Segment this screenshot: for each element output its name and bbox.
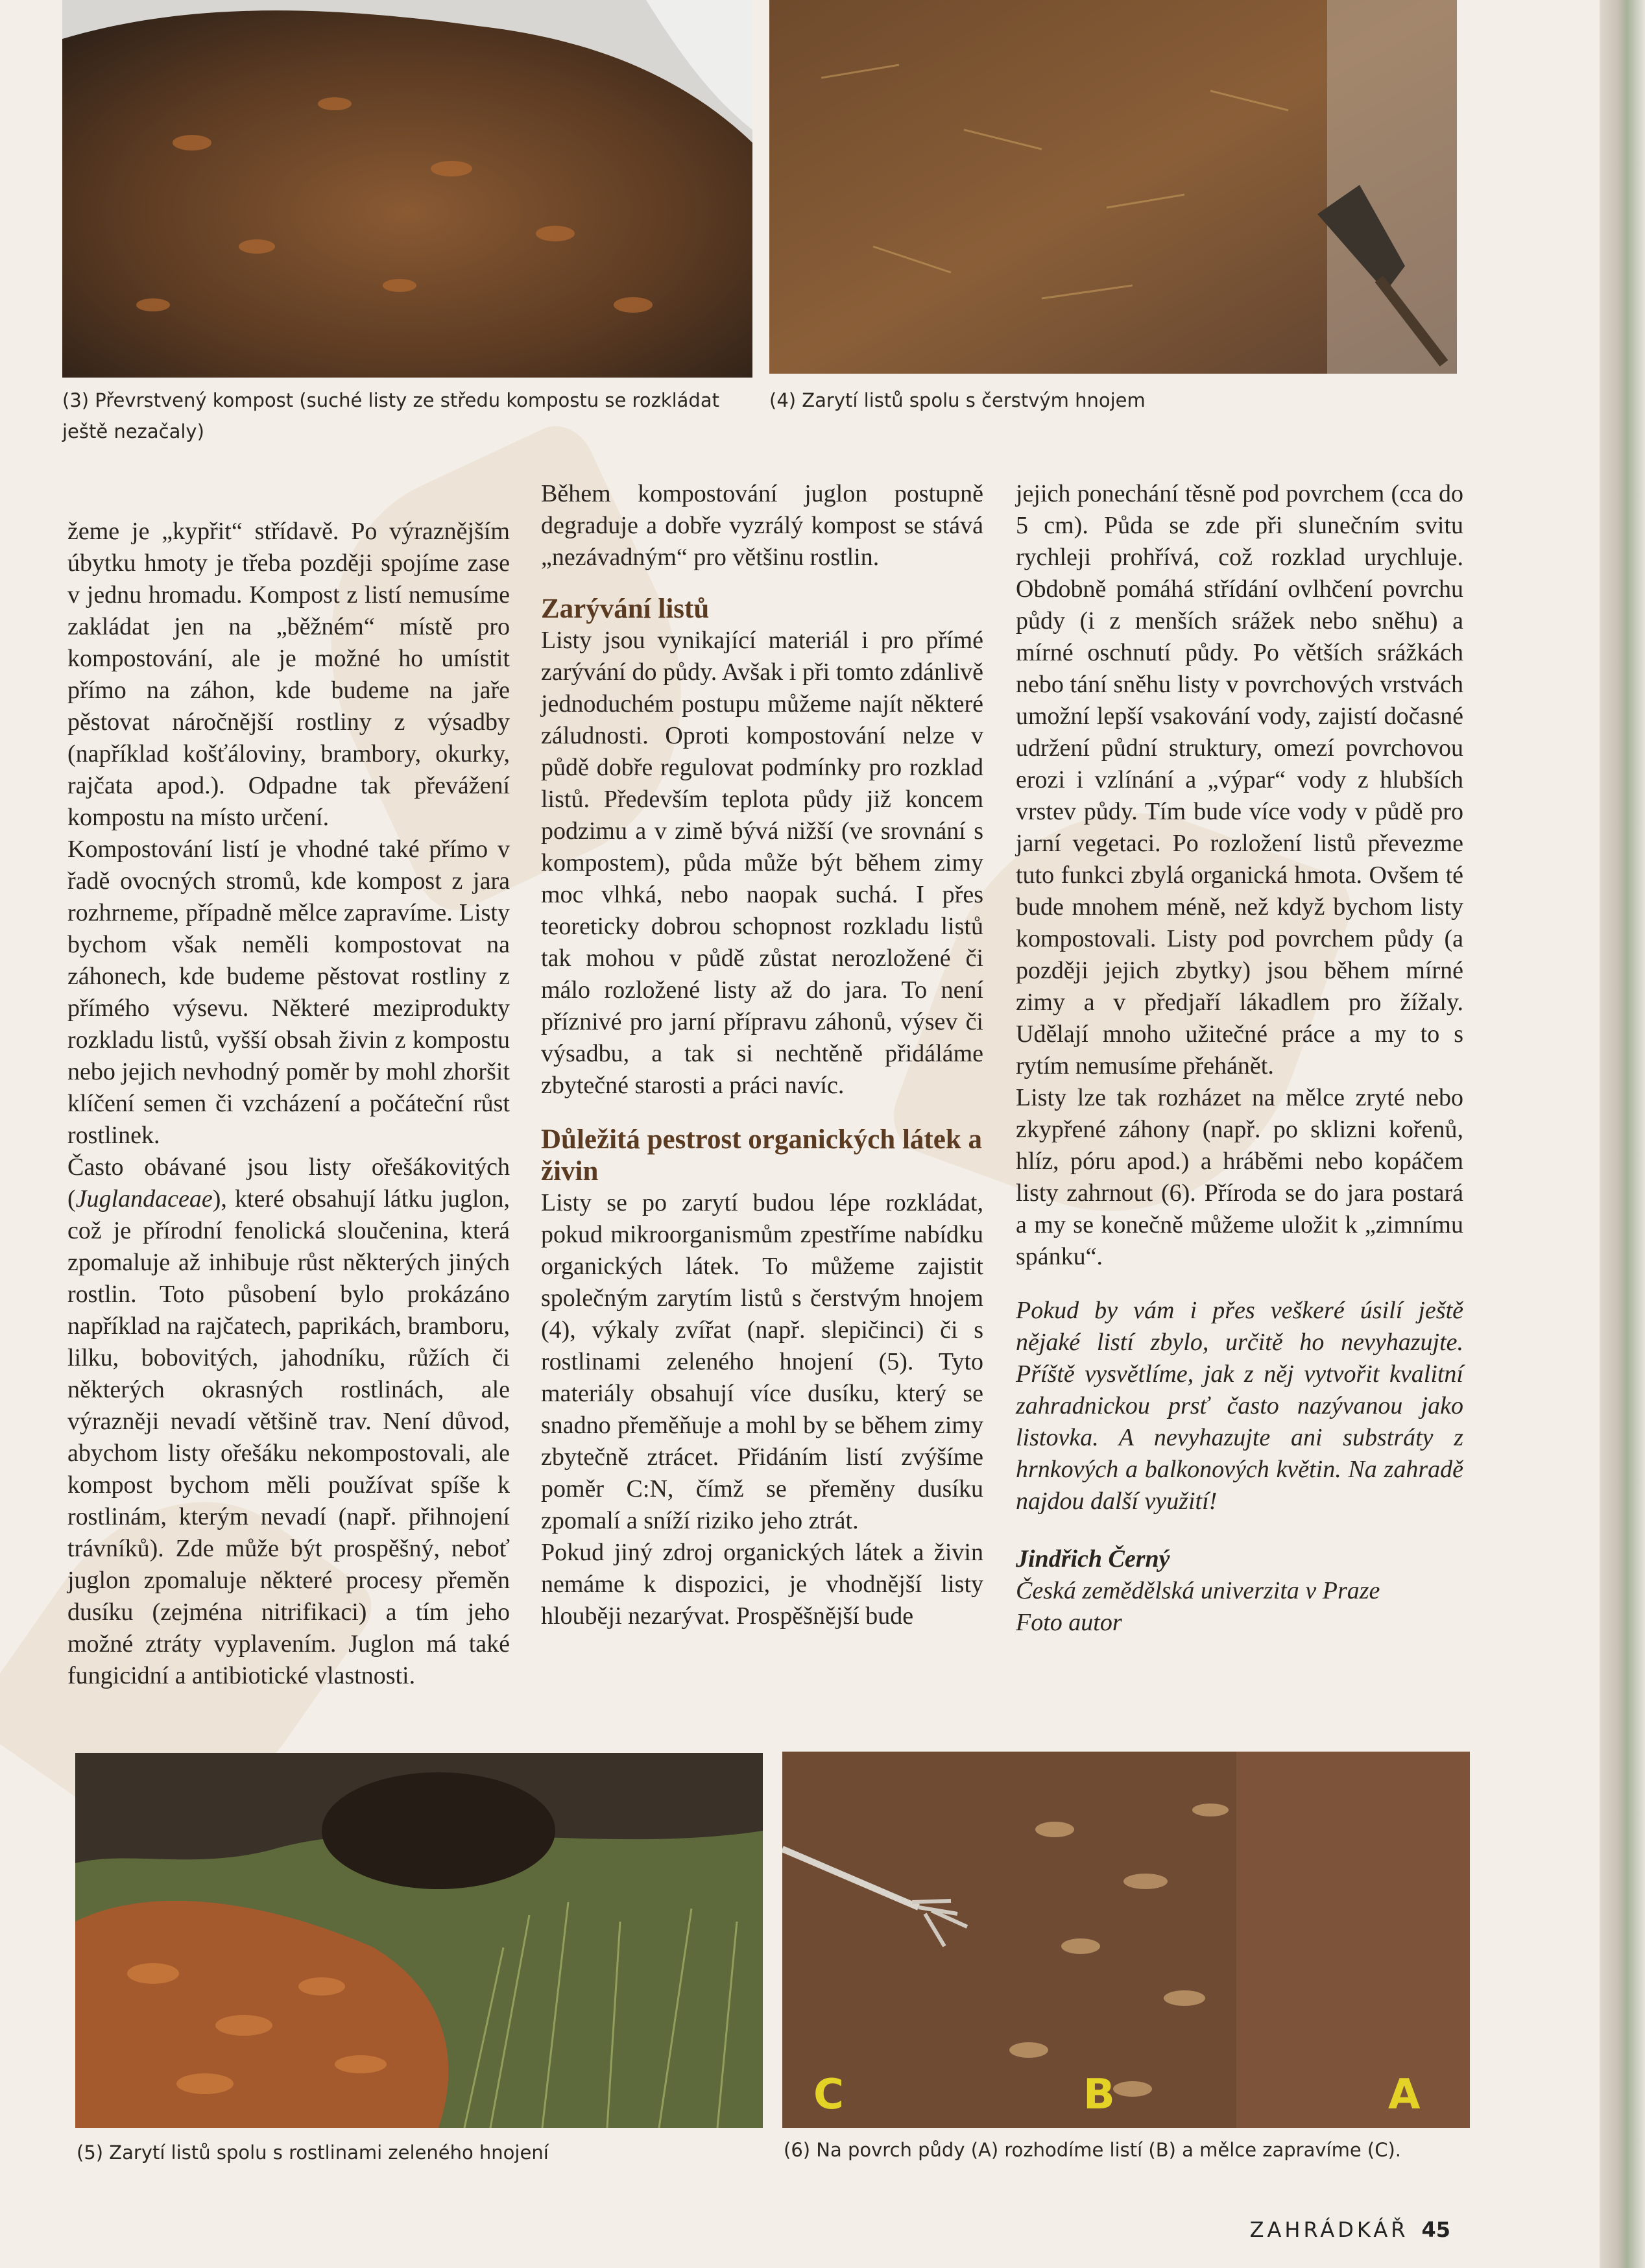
paragraph: Pokud jiný zdroj organických látek a živin nemáme k dispozici, je vhodnější listy hlouběji nezarývat. Prospěšnější bude <box>541 1539 983 1630</box>
photo-compost-layered <box>62 0 752 378</box>
step-label-b: B <box>1083 2071 1115 2119</box>
page-edge <box>1600 0 1645 2268</box>
magazine-name: ZAHRÁDKÁŘ <box>1249 2217 1409 2242</box>
section-heading: Zarývání listů <box>541 594 710 624</box>
author-name: Jindřich Černý <box>1016 1545 1170 1573</box>
paragraph-text: ), které obsahují látku juglon, což je přírodní fenolická sloučenina, která zpomaluje až inhibuje růst některých jiných rostlin. Toto působení bylo prokázáno například na rajčatech, paprikách, bramboru, lilku, bobovitých, jahodníku, růžích či některých okrasných rostlinách, ale výrazněji nevadí většině trav. Není důvod, abychom listy ořešáku nekompostovali, ale kompost bychom měli používat spíše k rostlinám, kterým nevadí (např. přihnojení trávníků). Zde může být prospěšný, neboť juglon zpomaluje některé procesy přeměn dusíku (zejména nitrifikaci) a tím jeho možné ztráty vyplavením. Juglon má také fungicidní a antibiotické vlastnosti. <box>67 1185 510 1689</box>
paragraph: Během kompostování juglon postupně degraduje a dobře vyzrálý kompost se stává „nezávadným“ pro většinu rostlin. <box>541 480 983 571</box>
photo-caption-4: (4) Zarytí listů spolu s čerstvým hnojem <box>769 389 1146 411</box>
author-affiliation: Česká zemědělská univerzita v Praze <box>1016 1577 1380 1604</box>
section-heading: Důležitá pestrost organických látek a živin <box>541 1124 982 1187</box>
page-footer <box>1250 2217 1450 2242</box>
photo-leaves-green-manure <box>75 1753 763 2128</box>
closing-note: Pokud by vám i přes veškeré úsilí ještě nějaké listí zbylo, určitě ho nevyhazujte. Příště vysvětlíme, jak z něj vytvořit kvalitní zahradnickou prsť často nazývanou jako listovka. A nevyhazujte ani substráty z hrnkových a balkonových květin. Na zahradě najdou další využití! <box>1016 1297 1463 1515</box>
latin-name: Juglandaceae <box>75 1185 213 1212</box>
photo-soil-steps <box>782 1752 1470 2128</box>
paragraph: jejich ponechání těsně pod povrchem (cca do 5 cm). Půda se zde při slunečním svitu rychleji prohřívá, což rozklad urychluje. Obdobně pomáhá střídání ovlhčení povrchu půdy (i z menších srážek nebo sněhu) a mírné oschnutí půdy. Po větších srážkách nebo tání sněhu listy v povrchových vrstvách umožní lepší vsakování vody, zajistí dočasné udržení půdní struktury, omezí povrchovou erozi i vzlínání a „výpar“ vody z hlubších vrstev půdy. Tím bude více vody v půdě pro jarní vegetaci. Po rozložení listů převezme tuto funkci zbylá organická hmota. Ovšem té bude mnohem méně, než když bychom listy kompostovali. Listy pod povrchem půdy (a později jejich zbytky) jsou během mírné zimy a v předjaří lákadlem pro žížaly. Udělají mnoho užitečné práce a my to s rytím nemusíme přehánět. <box>1016 480 1463 1080</box>
step-label-a: A <box>1388 2071 1421 2119</box>
paragraph <box>67 1152 510 1692</box>
article-column-2 <box>541 478 983 1632</box>
photo-leaves-with-manure <box>769 0 1457 374</box>
step-label-c: C <box>813 2071 844 2119</box>
photo-caption-5: (5) Zarytí listů spolu s rostlinami zeleného hnojení <box>77 2141 549 2164</box>
paragraph-text: Často obávané jsou listy ořešákovitých ( <box>67 1153 510 1212</box>
photo-caption-6: (6) Na povrch půdy (A) rozhodíme listí (B) a mělce zapravíme (C). <box>784 2139 1402 2161</box>
article-column-3 <box>1016 478 1463 1639</box>
paragraph: Listy se po zarytí budou lépe rozkládat, pokud mikroorganismům zpestříme nabídku organických látek. To můžeme zajistit společným zarytím listů s čerstvým hnojem (4), výkaly zvířat (např. slepičinci) či s rostlinami zeleného hnojení (5). Tyto materiály obsahují více dusíku, který se snadno přeměňuje a mohl by se během zimy zbytečně ztrácet. Přidáním listí zvýšíme poměr C:N, čímž se přeměny dusíku zpomalí a sníží riziko jeho ztrát. <box>541 1189 983 1534</box>
paragraph: žeme je „kypřit“ střídavě. Po výraznějším úbytku hmoty je třeba později spojíme zase v jednu hromadu. Kompost z listí nemusíme zakládat jen na „běžném“ místě pro kompostování, ale je možné ho umístit přímo na záhon, kde budeme na jaře pěstovat náročnější rostliny z výsadby (například košťáloviny, brambory, okurky, rajčata apod.). Odpadne tak převážení kompostu na místo určení. <box>67 518 510 831</box>
photo-credit: Foto autor <box>1016 1609 1122 1636</box>
photo-caption-3: (3) Převrstvený kompost (suché listy ze středu kompostu se rozkládat ještě nezačaly) <box>62 389 719 442</box>
page-number: 45 <box>1421 2217 1450 2242</box>
author-signature <box>1016 1543 1463 1639</box>
paragraph: Kompostování listí je vhodné také přímo v řadě ovocných stromů, kde kompost z jara rozhrneme, případně mělce zapravíme. Listy bychom však neměli kompostovat na záhonech, kde budeme pěstovat rostliny z přímého výsevu. Některé meziprodukty rozkladu listů, vyšší obsah živin z kompostu nebo jejich nevhodný poměr by mohl zhoršit klíčení semen či vzcházení a počáteční růst rostlinek. <box>67 836 510 1149</box>
paragraph: Listy jsou vynikající materiál i pro přímé zarývání do půdy. Avšak i při tomto zdánlivě jednoduchém postupu můžeme najít některé záludnosti. Oproti kompostování nelze v půdě dobře regulovat podmínky pro rozklad listů. Především teplota půdy již koncem podzimu a v zimě bývá nižší (ve srovnání s kompostem), půda může být během zimy moc vlhká, nebo naopak suchá. I přes teoreticky dobrou schopnost rozkladu listů tak mohou v půdě zůstat nerozložené či málo rozložené listy až do jara. To není příznivé pro jarní přípravu záhonů, výsev či výsadbu, a tak si nechtěně přidáláme zbytečné starosti a práci navíc. <box>541 627 983 1099</box>
paragraph: Listy lze tak rozházet na mělce zryté nebo zkypřené záhony (např. po sklizni kořenů, hlíz, póru apod.) a hráběmi nebo kopáčem listy zahrnout (6). Příroda se do jara postará a my se konečně můžeme uložit k „zimnímu spánku“. <box>1016 1084 1463 1270</box>
article-column-1 <box>67 516 510 1692</box>
